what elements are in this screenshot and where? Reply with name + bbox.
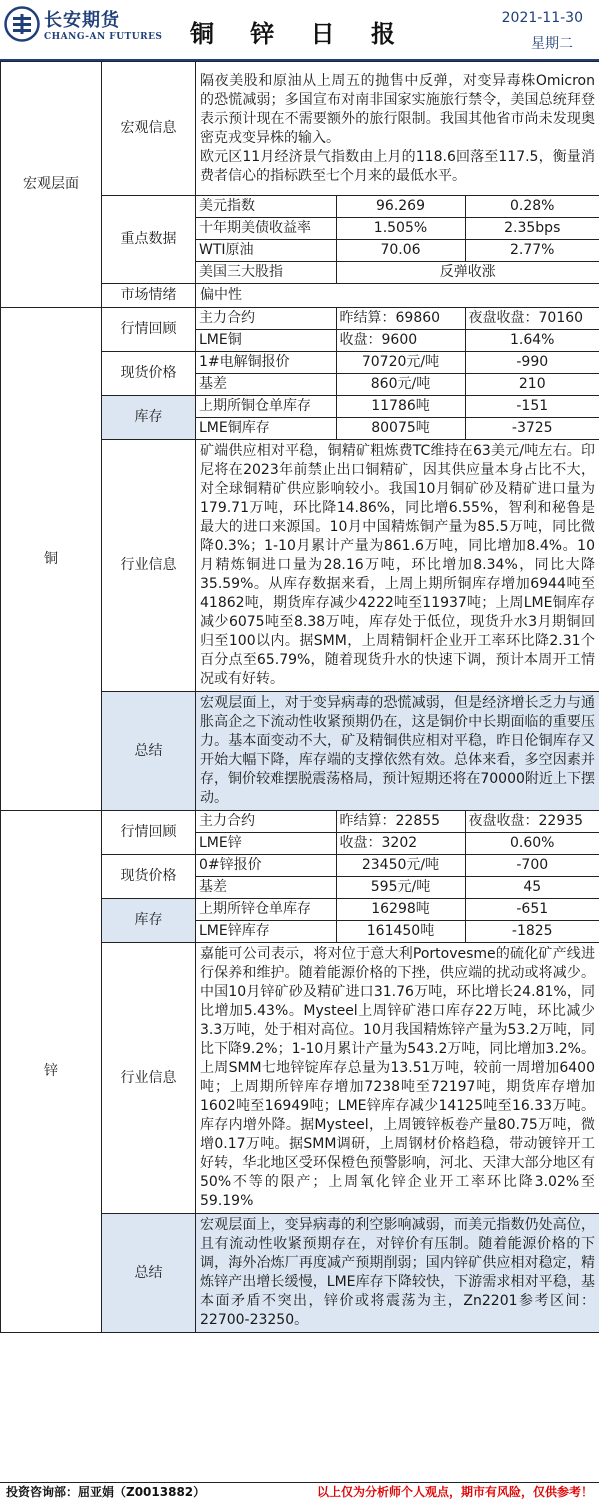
category-copper: 铜 [1, 308, 102, 811]
zinc-lme-name: LME锌 [199, 835, 242, 851]
zinc-spot-price: 23450元/吨 [336, 855, 465, 877]
table-row [196, 396, 599, 418]
copper-lme-close: 收盘：9600 [336, 330, 465, 352]
macro-info-paragraph-1: 隔夜美股和原油从上周五的抛售中反弹，对变异毒株Omicron的恐慌减弱；多国宣布对南非国家实施旅行禁令，美国总统拜登表示预计现在不需要额外的旅行限制。我国其他省市尚未发现奥密克戎变异株的输入。 [200, 72, 595, 146]
label-copper-industry: 行业信息 [102, 440, 196, 692]
table-row [196, 855, 599, 877]
copper-main-contract: 主力合约 [196, 308, 336, 330]
copper-summary-text: 宏观层面上，对于变异病毒的恐慌减弱，但是经济增长乏力与通胀高企之下流动性收紧预期仍在，这是铜价中长期面临的重要压力。基本面变动不大，矿及精铜供应相对平稳，昨日伦铜库存又开始大幅下降，库存端的支撑依然有效。总体来看，多空因素并存，铜价较难摆脱震荡格局，预计短期还将在70000附近上下摆动。 [196, 692, 599, 811]
zinc-basis-value: 595元/吨 [336, 877, 465, 899]
copper-night-close: 夜盘收盘：70160 [465, 308, 599, 330]
copper-lme-stock-value: 80075吨 [336, 418, 465, 440]
copper-basis-name: 基差 [199, 376, 227, 392]
table-row [196, 196, 599, 218]
macro-info-paragraph-2: 欧元区11月经济景气指数由上月的118.6回落至117.5，衡量消费者信心的指标跌至七个月来的最低水平。 [200, 148, 595, 184]
table-row [196, 811, 599, 833]
label-copper-quote: 行情回顾 [102, 308, 196, 352]
zinc-spot-change: -700 [465, 855, 599, 877]
zinc-shfe-stock-change: -651 [465, 899, 599, 921]
macro-info-text [196, 62, 599, 196]
label-copper-summary: 总结 [102, 692, 196, 811]
table-row [196, 330, 599, 352]
zinc-spot-table [196, 855, 599, 898]
table-row [196, 240, 599, 262]
key-name-wti: WTI原油 [196, 240, 336, 262]
copper-spot-table [196, 352, 599, 395]
copper-spot-cell [196, 352, 599, 396]
copper-shfe-stock-name: 上期所铜仓单库存 [196, 396, 336, 418]
copper-stock-cell [196, 396, 599, 440]
sentiment-value: 偏中性 [196, 284, 599, 308]
label-key-data: 重点数据 [102, 196, 196, 284]
zinc-lme-stock-name: LME锌库存 [199, 923, 270, 939]
zinc-quote-table [196, 811, 599, 854]
zinc-lme-change: 0.60% [465, 833, 599, 855]
zinc-summary-text: 宏观层面上，变异病毒的利空影响减弱，而美元指数仍处高位，且有流动性收紧预期存在，对锌价有压制。随着能源价格的下调，海外冶炼厂再度减产预期削弱；国内锌矿供应相对稳定，精炼锌产出增长缓慢，LME库存下降较快，下游需求相对平稳，基本面矛盾不突出，锌价或将震荡为主，Zn2201参考区间：22700-23250。 [196, 1214, 599, 1333]
key-name-us-stocks: 美国三大股指 [199, 264, 283, 280]
copper-prev-settle: 昨结算：69860 [336, 308, 465, 330]
table-row [196, 308, 599, 330]
key-change-usd-index: 0.28% [465, 196, 599, 218]
copper-lme-name: LME铜 [199, 332, 242, 348]
zinc-lme-stock-change: -1825 [465, 921, 599, 943]
zinc-night-close: 夜盘收盘：22935 [465, 811, 599, 833]
zinc-shfe-stock-value: 16298吨 [336, 899, 465, 921]
label-copper-stock: 库存 [102, 396, 196, 440]
report-header [0, 0, 599, 61]
report-table [0, 61, 599, 1333]
key-change-us10y: 2.35bps [465, 218, 599, 240]
zinc-basis-name: 基差 [199, 879, 227, 895]
key-value-wti: 70.06 [336, 240, 465, 262]
copper-spot-change: -990 [465, 352, 599, 374]
table-row [196, 899, 599, 921]
footer-contact: 投资咨询部：屈亚娟（Z0013882） [6, 1485, 206, 1499]
key-name-usd-index: 美元指数 [196, 196, 336, 218]
copper-spot-price: 70720元/吨 [336, 352, 465, 374]
key-value-us10y: 1.505% [336, 218, 465, 240]
copper-basis-change: 210 [465, 374, 599, 396]
copper-stock-table [196, 396, 599, 439]
zinc-lme-close: 收盘：3202 [336, 833, 465, 855]
key-change-wti: 2.77% [465, 240, 599, 262]
brand-name-cn: 长安期货 [44, 10, 120, 31]
zinc-lme-stock-value: 161450吨 [336, 921, 465, 943]
label-zinc-summary: 总结 [102, 1214, 196, 1333]
zinc-spot-cell [196, 855, 599, 899]
zinc-main-contract: 主力合约 [196, 811, 336, 833]
table-row [196, 352, 599, 374]
brand-name-en: CHANG-AN FUTURES [44, 32, 163, 42]
table-row [196, 921, 599, 943]
label-zinc-spot: 现货价格 [102, 855, 196, 899]
key-name-us10y: 十年期美债收益率 [196, 218, 336, 240]
label-macro-info: 宏观信息 [102, 62, 196, 196]
report-footer [0, 1482, 599, 1501]
zinc-stock-table [196, 899, 599, 942]
table-row [196, 418, 599, 440]
table-row [196, 877, 599, 899]
report-date: 2021-11-30 [501, 10, 583, 26]
label-zinc-quote: 行情回顾 [102, 811, 196, 855]
zinc-basis-change: 45 [465, 877, 599, 899]
copper-shfe-stock-value: 11786吨 [336, 396, 465, 418]
table-row [196, 218, 599, 240]
zinc-quote-cell [196, 811, 599, 855]
copper-industry-text: 矿端供应相对平稳，铜精矿粗炼费TC维持在63美元/吨左右。印尼将在2023年前禁止出口铜精矿，因其供应量本身占比不大，对全球铜精矿供应影响较小。我国10月铜矿砂及精矿进口量为179.71万吨，环比降14.86%，同比增6.55%，智利和秘鲁是最大的进口来源国。10月中国精炼铜产量为85.5万吨，同比微降0.3%；1-10月累计产量为861.6万吨，同比增加8.4%。10月精炼铜进口量为28.16万吨，环比增加8.34%，同比大降35.59%。从库存数据来看，上周上期所铜库存增加6944吨至41862吨，期货库存减少4222吨至11937吨；上周LME铜库存减少6075吨至8.38万吨，库存处于低位，现货升水3月期铜回归至100以内。据SMM，上周精铜杆企业开工率环比降2.31个百分点至65.79%，随着现货升水的快速下调，预计本周开工情况或有好转。 [196, 440, 599, 692]
key-data-cell [196, 196, 599, 284]
report-title: 铜 锌 日 报 [189, 20, 410, 48]
label-sentiment: 市场情绪 [102, 284, 196, 308]
key-value-us-stocks: 反弹收涨 [336, 262, 599, 284]
copper-lme-change: 1.64% [465, 330, 599, 352]
table-row [196, 374, 599, 396]
copper-spot-name: 1#电解铜报价 [196, 352, 336, 374]
copper-quote-table [196, 308, 599, 351]
copper-basis-value: 860元/吨 [336, 374, 465, 396]
table-row [196, 833, 599, 855]
category-zinc: 锌 [1, 811, 102, 1333]
key-value-usd-index: 96.269 [336, 196, 465, 218]
key-data-table [196, 196, 599, 283]
copper-lme-stock-name: LME铜库存 [199, 420, 270, 436]
report-weekday: 星期二 [531, 36, 573, 52]
zinc-industry-text: 嘉能可公司表示，将对位于意大利Portovesme的硫化矿产线进行保养和维护。随着能源价格的下挫，供应端的扰动或将减少。中国10月锌矿砂及精矿进口31.76万吨，环比增长24.81%，同比增加5.43%。Mysteel上周锌矿港口库存22万吨，环比减少3.3万吨，处于相对高位。10月我国精炼锌产量为53.2万吨，同比下降9.2%；1-10月累计产量为543.2万吨，同比增加3.2%。上周SMM七地锌锭库存总量为13.51万吨，较前一周增加6400吨；上周期所锌库存增加7238吨至72197吨，期货库存增加1602吨至16949吨；LME锌库存减少14125吨至16.33万吨。库存内增外降。据Mysteel，上周镀锌板卷产量80.75万吨，微增0.17万吨。据SMM调研，上周钢材价格趋稳，带动镀锌开工好转，华北地区受环保橙色预警影响，河北、天津大部分地区有50%不等的限产；上周氧化锌企业开工率环比降3.02%至59.19% [196, 943, 599, 1214]
zinc-shfe-stock-name: 上期所锌仓单库存 [196, 899, 336, 921]
label-copper-spot: 现货价格 [102, 352, 196, 396]
footer-disclaimer: 以上仅为分析师个人观点，期市有风险，仅供参考！ [316, 1485, 593, 1499]
label-zinc-stock: 库存 [102, 899, 196, 943]
table-row [196, 262, 599, 284]
copper-lme-stock-change: -3725 [465, 418, 599, 440]
category-macro: 宏观层面 [1, 62, 102, 308]
zinc-spot-name: 0#锌报价 [196, 855, 336, 877]
copper-quote-cell [196, 308, 599, 352]
zinc-prev-settle: 昨结算：22855 [336, 811, 465, 833]
copper-shfe-stock-change: -151 [465, 396, 599, 418]
label-zinc-industry: 行业信息 [102, 943, 196, 1214]
zinc-stock-cell [196, 899, 599, 943]
